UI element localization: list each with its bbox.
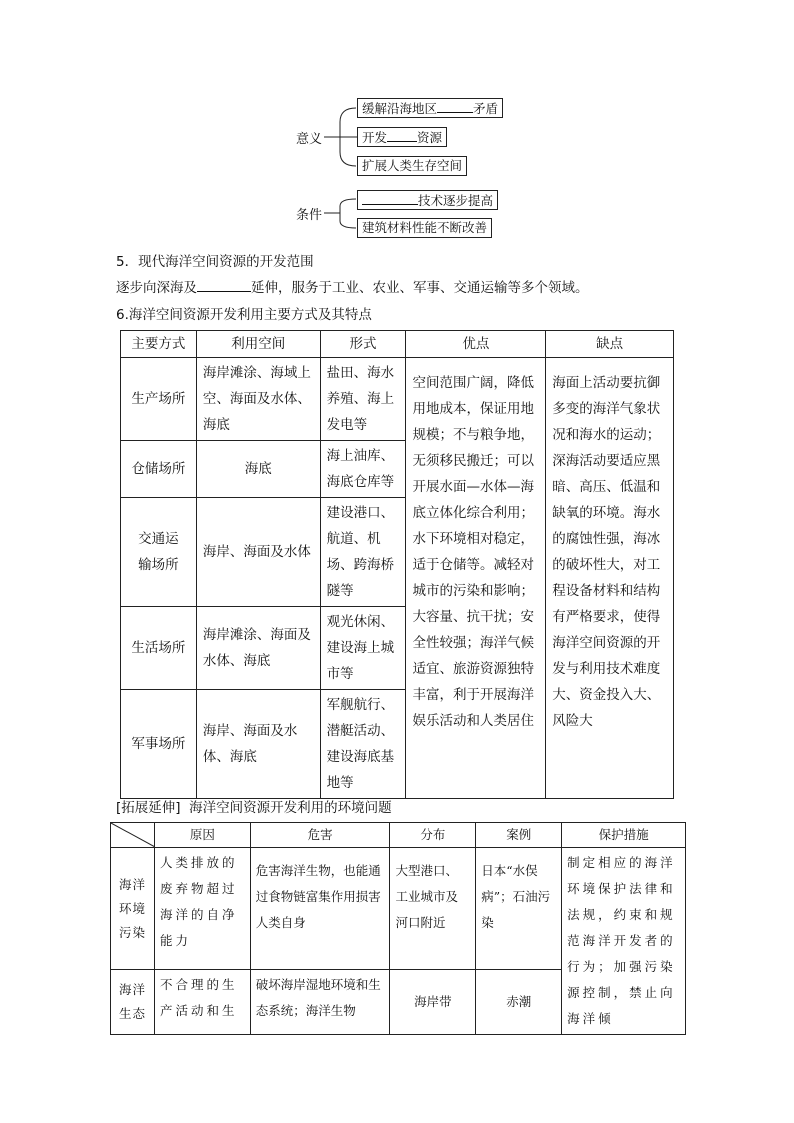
space-cell: 海岸、海面及水体、海底: [196, 690, 320, 799]
significance-label: 意义: [296, 132, 323, 147]
table-row: [111, 848, 686, 970]
diagonal-corner-cell: [111, 823, 155, 848]
space-utilization-table: [120, 330, 674, 799]
conditions-label: 条件: [296, 208, 323, 223]
category-cell: 海洋 环境 污染: [111, 848, 155, 970]
fill-blank: [387, 129, 417, 142]
category-cell: 海洋 生态: [111, 970, 155, 1035]
mode-cell: 生产场所: [121, 358, 197, 441]
space-cell: 海底: [196, 441, 320, 498]
space-cell: 海岸滩涂、海域上空、海面及水体、海底: [196, 358, 320, 441]
header-cell: 分布: [390, 823, 476, 848]
mode-cell: 仓储场所: [121, 441, 197, 498]
table-header-row: [121, 331, 674, 358]
harm-cell: 破坏海岸湿地环境和生态系统；海洋生物: [250, 970, 390, 1035]
header-cell: 缺点: [546, 331, 674, 358]
extension-title: 海洋空间资源开发利用的环境问题: [189, 800, 392, 816]
advantages-cell: 空间范围广阔，降低用地成本，保证用地规模；不与粮争地，无须移民搬迁；可以开展水面—水体—海底立体化综合利用；水下环境相对稳定，适于仓储等。减轻对城市的污染和影响；大容量、抗干扰；安全性较强；海洋气候适宜、旅游资源独特丰富，利于开展海洋娱乐活动和人类居住: [406, 358, 546, 799]
disadvantages-cell: 海面上活动要抗御多变的海洋气象状况和海水的运动；深海活动要适应黑暗、高压、低温和缺氧的环境。海水的腐蚀性强，海冰的破坏性大，对工程设备材料和结构有严格要求，使得海洋空间资源的开发与利用技术难度大、资金投入大、风险大: [546, 358, 674, 799]
significance-item-3: 扩展人类生存空间: [357, 156, 467, 176]
form-cell: 建设港口、航道、机场、跨海桥隧等: [320, 498, 406, 607]
mode-cell: 交通运 输场所: [121, 498, 197, 607]
form-cell: 盐田、海水养殖、海上发电等: [320, 358, 406, 441]
header-cell: 案例: [476, 823, 562, 848]
conditions-item-1: 技术逐步提高: [357, 190, 498, 210]
conditions-item-2: 建筑材料性能不断改善: [357, 218, 492, 238]
space-cell: 海岸滩涂、海面及水体、海底: [196, 607, 320, 690]
form-cell: 海上油库、海底仓库等: [320, 441, 406, 498]
form-cell: 军舰航行、潜艇活动、建设海底基地等: [320, 690, 406, 799]
header-cell: 危害: [250, 823, 390, 848]
distribution-cell: 大型港口、工业城市及河口附近: [390, 848, 476, 970]
fill-blank: [197, 279, 251, 292]
environment-issues-table: [110, 822, 686, 1035]
table-header-row: [111, 823, 686, 848]
header-cell: 优点: [406, 331, 546, 358]
section5-heading: 5．现代海洋空间资源的开发范围: [116, 254, 314, 270]
harm-cell: 危害海洋生物，也能通过食物链富集作用损害人类自身: [250, 848, 390, 970]
diagonal-line: [111, 823, 155, 847]
measures-cell: 制定相应的海洋环境保护法律和法规，约束和规范海洋开发者的行为；加强污染源控制，禁止向海洋倾: [562, 848, 686, 1035]
fill-blank: [362, 192, 418, 205]
cause-cell: 不合理的生产活动和生: [154, 970, 250, 1035]
mode-cell: 军事场所: [121, 690, 197, 799]
table-row: [121, 358, 674, 441]
header-cell: 保护措施: [562, 823, 686, 848]
header-cell: 形式: [320, 331, 406, 358]
section5-text: 逐步向深海及 延伸，服务于工业、农业、军事、交通运输等多个领域。: [116, 280, 589, 296]
space-cell: 海岸、海面及水体: [196, 498, 320, 607]
cause-cell: 人类排放的废弃物超过海洋的自净能力: [154, 848, 250, 970]
header-cell: 原因: [154, 823, 250, 848]
section6-heading: 6.海洋空间资源开发利用主要方式及其特点: [116, 307, 372, 323]
form-cell: 观光休闲、建设海上城市等: [320, 607, 406, 690]
extension-heading: [116, 796, 392, 816]
distribution-cell: 海岸带: [390, 970, 476, 1035]
case-cell: 赤潮: [476, 970, 562, 1035]
header-cell: 利用空间: [196, 331, 320, 358]
extension-tag: [拓展延伸]: [116, 800, 181, 816]
fill-blank: [437, 100, 473, 113]
mode-cell: 生活场所: [121, 607, 197, 690]
header-cell: 主要方式: [121, 331, 197, 358]
significance-item-2: 开发 资源: [357, 127, 447, 147]
case-cell: 日本“水俣病”；石油污染: [476, 848, 562, 970]
significance-item-1: 缓解沿海地区 矛盾: [357, 98, 503, 118]
